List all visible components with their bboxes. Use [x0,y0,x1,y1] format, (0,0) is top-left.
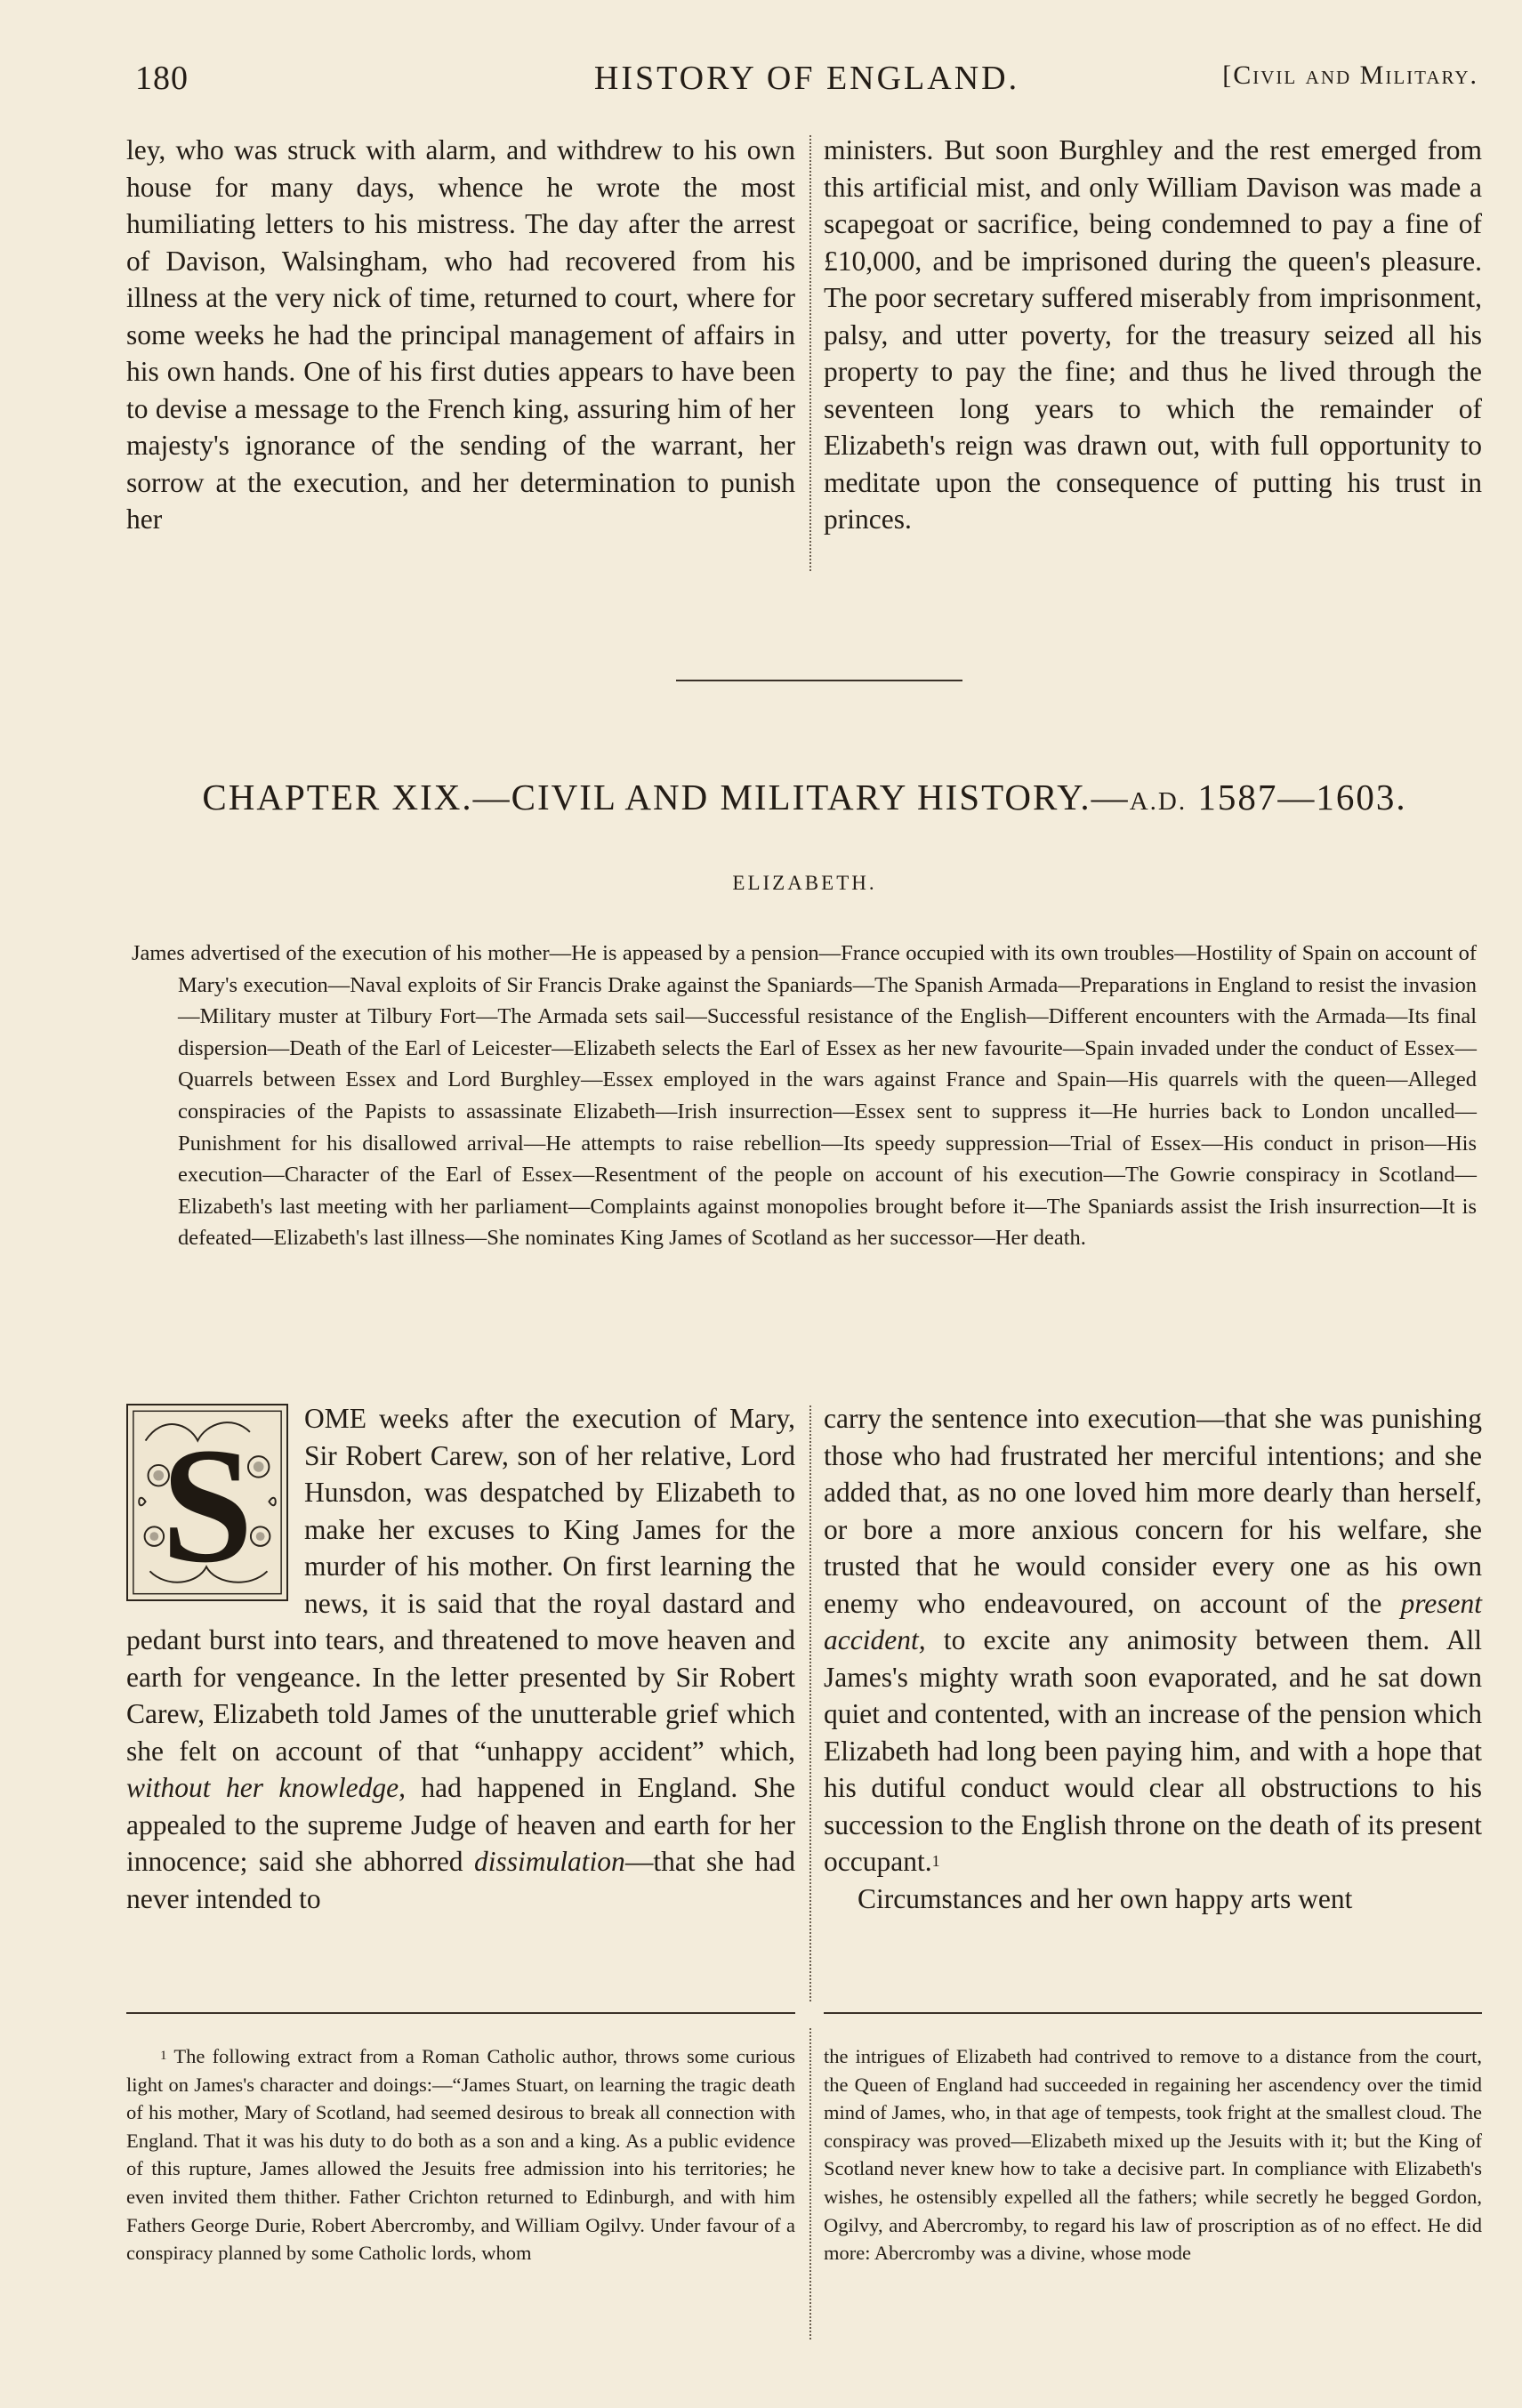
footnote-right: the intrigues of Elizabeth had contrived to remove to a distance from the court, the Queen of England had succeeded in regaining her ascendency over the timid mind of James, who, in that age of tempests, took fright at the smallest cloud. The conspiracy was proved—Elizabeth mixed up the Jesuits with it; but the King of Scotland never knew how to take a decisive part. In compliance with Elizabeth's wishes, he ostensibly expelled all the fathers; while secretly he begged Gordon, Ogilvy, and Abercromby, to regard his law of proscription as of no effect. He did more: Abercromby was a divine, whose mode [824,2045,1482,2265]
chapter-synopsis: James advertised of the execution of his mother—He is appeased by a pension—France occupied with its own troubles—Hostility of Spain on account of Mary's execution—Naval exploits of Sir Francis Drake against the Spaniards—The Spanish Armada—Preparations in England to resist the invasion—Military muster at Tilbury Fort—The Armada sets sail—Successful resistance of the English—Different encounters with the Armada—Its final dispersion—Death of the Earl of Leicester—Elizabeth selects the Earl of Essex as her new favourite—Spain invaded under the conduct of Essex—Quarrels between Essex and Lord Burghley—Essex employed in the wars against France and Spain—His quarrels with the queen—Alleged conspiracies of the Papists to assassinate Elizabeth—Irish insurrection—Essex sent to suppress it—He hurries back to London uncalled—Punishment for his disallowed arrival—He attempts to raise rebellion—Its speedy suppression—Trial of Essex—His conduct in prison—His execution—Character of the Earl of Essex—Resentment of the people on account of his execution—The Gowrie conspiracy in Scotland—Elizabeth's last meeting with her parliament—Complaints against monopolies brought before it—The Spaniards assist the Irish insurrection—It is defeated—Elizabeth's last illness—She nominates King James of Scotland as her successor—Her death. [132,941,1477,1251]
chapter-years: 1587—1603. [1197,777,1407,817]
top-right-paragraph: ministers. But soon Burghley and the rest emerged from this artificial mist, and only William Davison was made a scapegoat or sacrifice, being condemned to pay a fine of £10,000, and be imprisoned during the queen's pleasure. The poor secretary suffered miserably from imprisonment, palsy, and utter poverty, for the treasury seized all his property to pay the fine; and thus he lived through the seventeen long years to which the remainder of Elizabeth's reign was drawn out, with full opportunity to meditate upon the consequence of putting his trust in princes. [824,134,1482,535]
top-right-column [824,132,1482,538]
column-divider-top [809,135,812,571]
section-title: [Civil and Military. [1222,60,1478,90]
body-right-text-1: carry the sentence into execution—that she was punishing those who had frustrated her merciful intentions; and she added that, as no one loved him more dearly than herself, or bore a more anxious concern for his welfare, she trusted that he would consider every one as his own enemy who endeavoured, on account of the [824,1403,1482,1619]
body-left-column [126,1400,795,1917]
book-title: HISTORY OF ENGLAND. [593,60,1020,97]
footnote-rule-right [824,2012,1482,2014]
page-number: 180 [135,60,189,97]
body-left-text-3: —that she had never intended to [126,1846,795,1914]
dropcap-letter: S [161,1413,254,1598]
column-divider-body [809,1405,812,2001]
footnote-reference[interactable]: 1 [931,1852,940,1870]
running-header [135,55,1478,105]
body-left-italic-2: dissimulation [474,1846,625,1877]
decorated-initial [126,1404,288,1601]
body-right-paragraph-2: Circumstances and her own happy arts went [858,1882,1353,1914]
ornament-icon [128,1405,286,1599]
body-right-italic: present accident, [824,1587,1482,1655]
footnote-column-divider [809,2028,811,2340]
body-left-text-1: OME weeks after the execution of Mary, Sir Robert Carew, son of her relative, Lord Hunsdon, was despatched by Elizabeth to make her excuses to King James for the murder of his mother. On first learning the news, it is said that the royal dastard and pedant burst into tears, and threatened to move heaven and earth for vengeance. In the letter presented by Sir Robert Carew, Elizabeth told James of the unutterable grief which she felt on account of that “unhappy accident” which, [126,1403,795,1767]
body-right-paragraph [824,1400,1482,1880]
body-right-column [824,1400,1482,1917]
chapter-heading [126,776,1483,818]
chapter-ad-label: A.D. [1129,787,1188,816]
top-left-column [126,132,795,538]
footnote-mark: 1 [160,2049,167,2063]
footnote-left [126,2042,795,2267]
footnote-rule-left [126,2012,795,2014]
body-left-italic-1: without her knowledge, [126,1772,406,1803]
footnote-left-text: The following extract from a Roman Catholic author, throws some curious light on James's character and doings:—“James Stuart, on learning the tragic death of his mother, Mary of Scotland, had seemed desirous to break all connection with England. That it was his duty to do both as a son and a king. As a public evidence of this rupture, James allowed the Jesuits free admission into his territories; he even invited them thither. Father Crichton returned to Edinburgh, and with him Fathers George Durie, Robert Abercromby, and William Ogilvy. Under favour of a conspiracy planned by some Catholic lords, whom [126,2045,795,2265]
body-right-text-2: to excite any animosity between them. All James's mighty wrath soon evaporated, and he sat down quiet and contented, with an increase of the pension which Elizabeth had long been paying him, and with a hope that his dutiful conduct would clear all obstructions to his succession to the English throne on the death of its present occupant. [824,1624,1482,1877]
body-left-text-2: had happened in England. She appealed to the supreme Judge of heaven and earth for her innocence; said she abhorred [126,1772,795,1877]
top-left-paragraph: ley, who was struck with alarm, and withdrew to his own house for many days, whence he wrote the most humiliating letters to his mistress. The day after the arrest of Davison, Walsingham, who had recovered from his illness at the very nick of time, returned to court, where for some weeks he had the principal management of affairs in his own hands. One of his first duties appears to have been to devise a message to the French king, assuring him of her majesty's ignorance of the sending of the warrant, her sorrow at the execution, and her determination to punish her [126,134,795,535]
chapter-title: CHAPTER XIX.—CIVIL AND MILITARY HISTORY.— [202,777,1130,817]
section-divider [676,680,962,681]
reign-title: ELIZABETH. [732,872,877,894]
